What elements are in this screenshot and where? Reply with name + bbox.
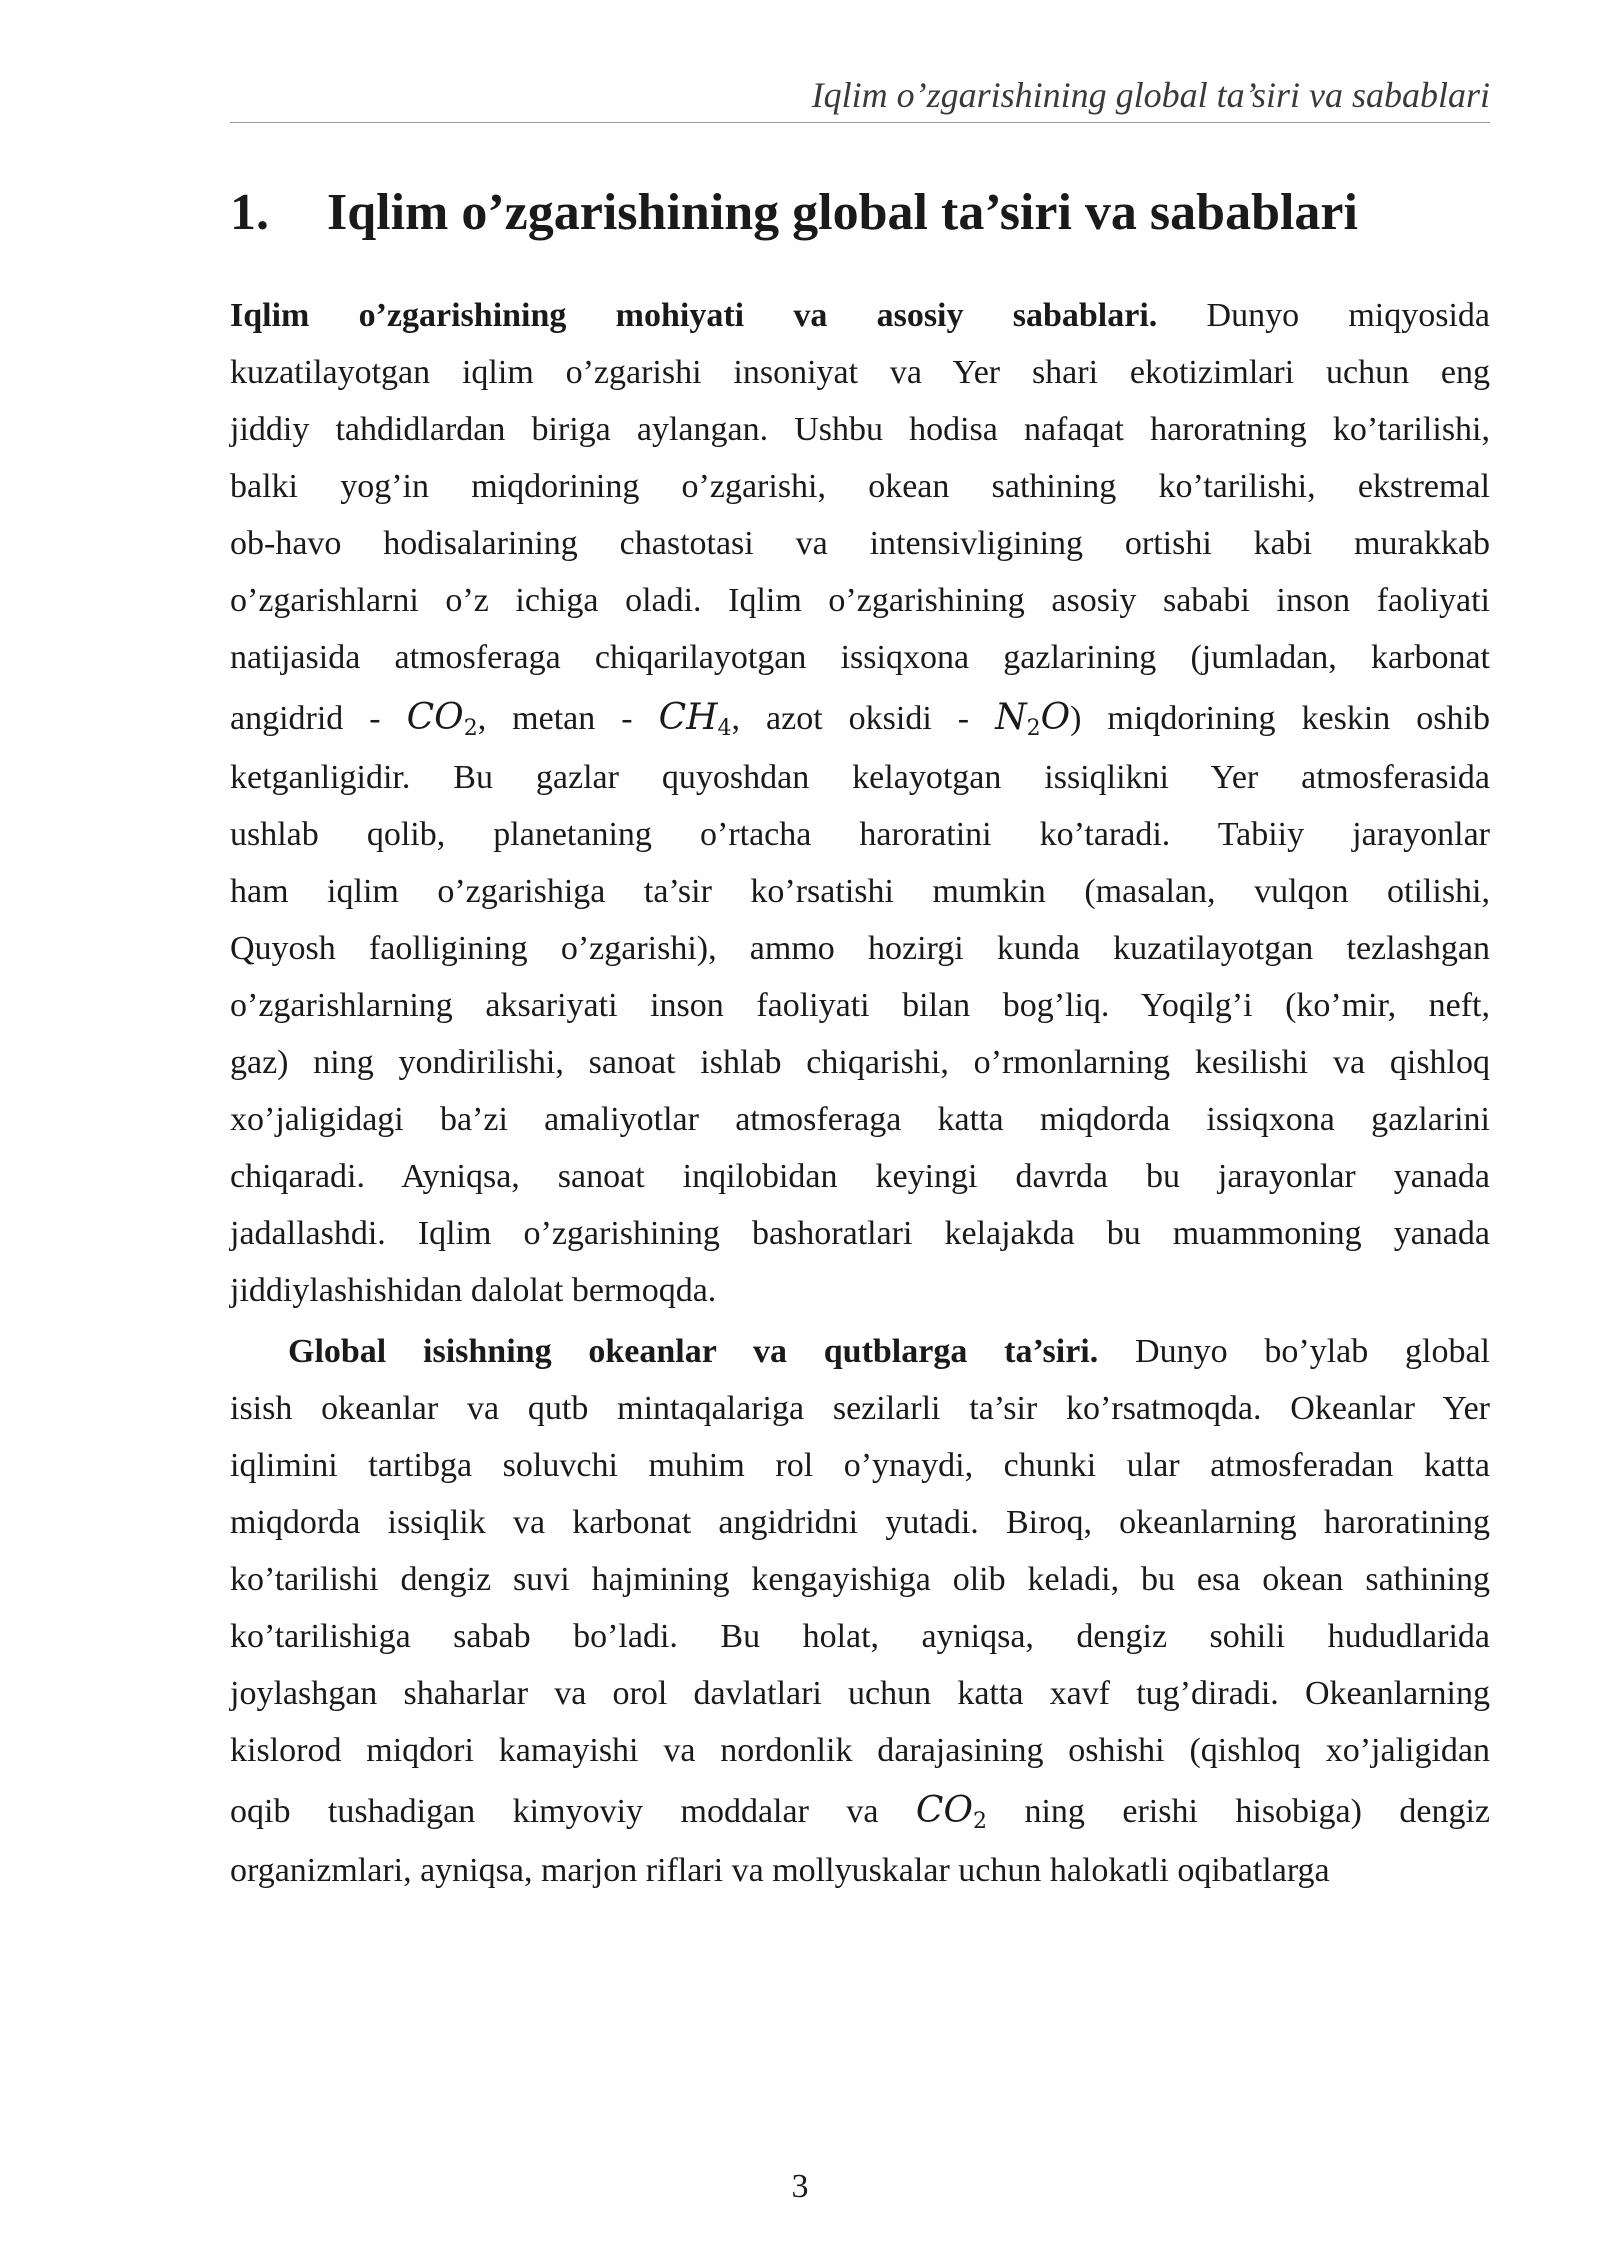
n2o-formula [995,697,1071,741]
page-number: 3 [791,2168,809,2205]
formula-text: oqib tushadigan kimyoviy moddalar va [230,1793,879,1830]
text-line: isish okeanlar va qutb mintaqalariga sezilarli ta’sir ko’rsatmoqda. Okeanlar Yer [230,1390,1490,1427]
text-line: chiqaradi. Ayniqsa, sanoat inqilobidan keyingi davrda bu jarayonlar yanada [230,1158,1490,1195]
text-line: ketganligidir. Bu gazlar quyoshdan kelayotgan issiqlikni Yer atmosferasida [230,759,1490,796]
n2o-n: N [995,697,1027,738]
chapter-title [230,178,1490,248]
formula-line [230,1779,1490,1842]
paragraph-1-heading: Iqlim o’zgarishining mohiyati va asosiy sabablari. [230,297,1158,334]
chapter-number: 1. [230,184,269,241]
text-line: ko’tarilishiga sabab bo’ladi. Bu holat, ayniqsa, dengiz sohili hududlarida [230,1618,1490,1655]
text-line: jiddiylashishidan dalolat bermoqda. [230,1272,717,1309]
formula-text: ning erishi hisobiga) dengiz [1024,1793,1491,1830]
text-line: natijasida atmosferaga chiqarilayotgan issiqxona gazlarining (jumladan, karbonat [230,639,1490,676]
paragraph-2-heading: Global isishning okeanlar va qutblarga ta’siri. [288,1333,1099,1370]
body-text [230,287,1490,1899]
text-line: ob-havo hodisalarining chastotasi va intensivligining ortishi kabi murakkab [230,525,1490,562]
formula-text: ) miqdorining keskin oshib [1070,700,1490,737]
co2-subscript: 2 [463,716,478,741]
text-line: balki yog’in miqdorining o’zgarishi, okean sathining ko’tarilishi, ekstremal [230,468,1490,505]
formula-text: angidrid - [230,700,381,737]
text-line: o’zgarishlarning aksariyati inson faoliyati bilan bog’liq. Yoqilg’i (ko’mir, neft, [230,987,1490,1024]
formula-text: , azot oksidi - [731,700,970,737]
text-line: gaz) ning yondirilishi, sanoat ishlab chiqarishi, o’rmonlarning kesilishi va qishloq [230,1044,1490,1081]
text-line: joylashgan shaharlar va orol davlatlari uchun katta xavf tug’diradi. Okeanlarning [230,1675,1490,1712]
text-line: miqdorda issiqlik va karbonat angidridni yutadi. Biroq, okeanlarning haroratining [230,1504,1490,1541]
n2o-subscript: 2 [1026,716,1041,741]
formula-text: , metan - [477,700,633,737]
text-line: ko’tarilishi dengiz suvi hajmining kengayishiga olib keladi, bu esa okean sathining [230,1561,1490,1598]
co2-subscript: 2 [972,1809,987,1834]
text-line: kislorod miqdori kamayishi va nordonlik darajasining oshishi (qishloq xo’jaligidan [230,1732,1490,1769]
text-line: organizmlari, ayniqsa, marjon riflari va mollyuskalar uchun halokatli oqibatlarga [230,1852,1330,1889]
formula-line [230,686,1490,749]
header-rule [230,122,1490,123]
paragraph-2-line [230,1323,1490,1380]
text-line: kuzatilayotgan iqlim o’zgarishi insoniyat va Yer shari ekotizimlari uchun eng [230,354,1490,391]
text-line: ham iqlim o’zgarishiga ta’sir ko’rsatishi mumkin (masalan, vulqon otilishi, [230,873,1490,910]
text-line: o’zgarishlarni o’z ichiga oladi. Iqlim o’zgarishining asosiy sababi inson faoliyati [230,582,1490,619]
ch4-subscript: 4 [717,716,732,741]
paragraph-1-line [230,287,1490,344]
text-line: xo’jaligidagi ba’zi amaliyotlar atmosferaga katta miqdorda issiqxona gazlarini [230,1101,1490,1138]
text-line: ushlab qolib, planetaning o’rtacha haroratini ko’taradi. Tabiiy jarayonlar [230,816,1490,853]
text-line: jadallashdi. Iqlim o’zgarishining bashoratlari kelajakda bu muammoning yanada [230,1215,1490,1252]
text-line: Dunyo bo’ylab global [1135,1333,1491,1370]
co2-main: CO [406,697,464,738]
co2-formula [915,1790,987,1834]
n2o-o: O [1040,697,1071,738]
co2-formula [406,697,478,741]
co2-main: CO [915,1790,973,1831]
text-line: jiddiy tahdidlardan biriga aylangan. Ushbu hodisa nafaqat haroratning ko’tarilishi, [230,411,1490,448]
ch4-main: CH [658,697,718,738]
text-line: Dunyo miqyosida [1206,297,1491,334]
text-line: Quyosh faolligining o’zgarishi), ammo hozirgi kunda kuzatilayotgan tezlashgan [230,930,1490,967]
text-line: iqlimini tartibga soluvchi muhim rol o’ynaydi, chunki ular atmosferadan katta [230,1447,1490,1484]
chapter-title-text: Iqlim o’zgarishining global ta’siri va sabablari [327,184,1358,241]
ch4-formula [658,697,732,741]
running-header: Iqlim o’zgarishining global ta’siri va sabablari [811,75,1490,115]
